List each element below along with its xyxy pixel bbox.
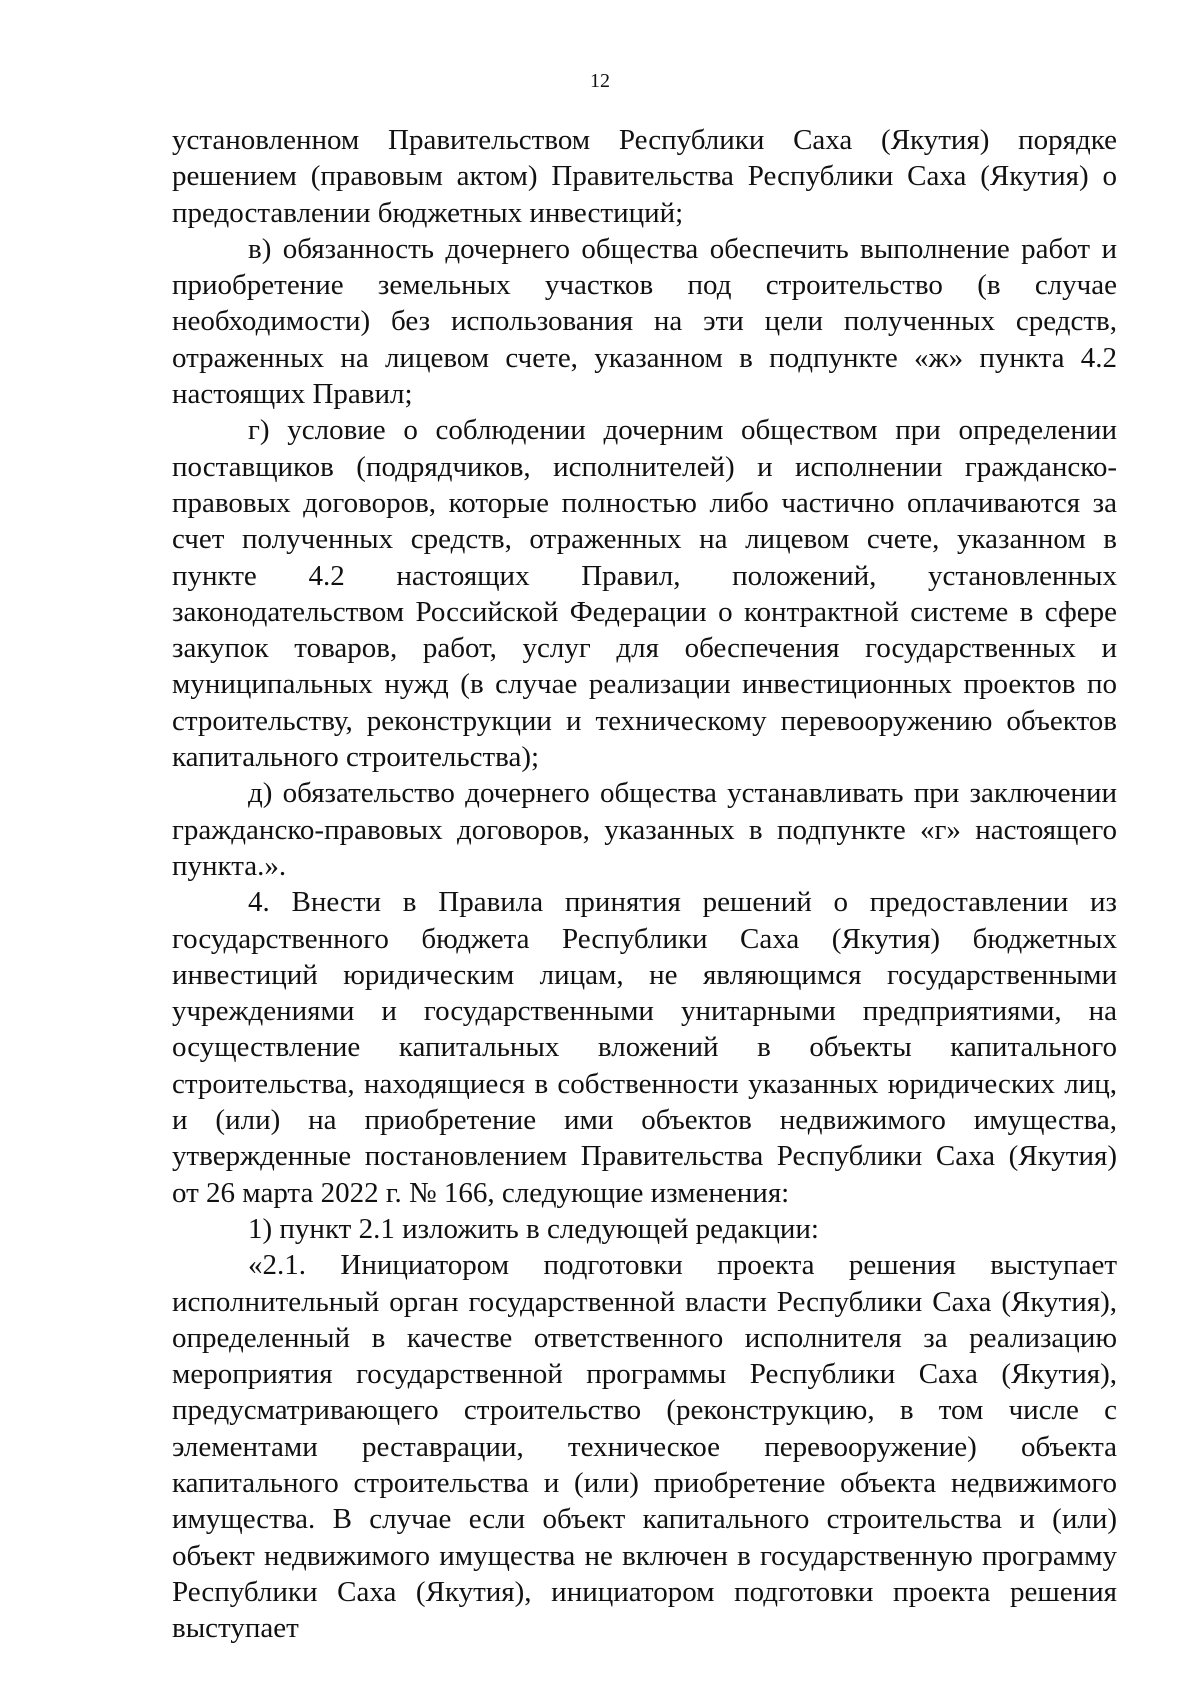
document-body (172, 122, 1117, 1646)
paragraph-point-4: 4. Внести в Правила принятия решений о предоставлении из государственного бюджета Республики Саха (Якутия) бюджетных инвестиций юридическим лицам, не являющимся государственными учреждениями и государственными унитарными предприятиями, на осуществление капитальных вложений в объекты капитального строительства, находящиеся в собственности указанных юридических лиц, и (или) на приобретение ими объектов недвижимого имущества, утвержденные постановлением Правительства Республики Саха (Якутия) от 26 марта 2022 г. № 166, следующие изменения: (172, 886, 1117, 1209)
paragraph-subpoint-1: 1) пункт 2.1 изложить в следующей редакции: (248, 1212, 819, 1245)
page-number: 12 (590, 70, 610, 92)
paragraph-item-g: г) условие о соблюдении дочерним обществом при определении поставщиков (подрядчиков, исполнителей) и исполнении гражданско-правовых договоров, которые полностью либо частично оплачиваются за счет полученных средств, отраженных на лицевом счете, указанном в пункте 4.2 настоящих Правил, положений, установленных законодательством Российской Федерации о контрактной системе в сфере закупок товаров, работ, услуг для обеспечения государственных и муниципальных нужд (в случае реализации инвестиционных проектов по строительству, реконструкции и техническому перевооружению объектов капитального строительства); (172, 414, 1117, 774)
paragraph-clause-2-1: «2.1. Инициатором подготовки проекта решения выступает исполнительный орган государственной власти Республики Саха (Якутия), определенный в качестве ответственного исполнителя за реализацию мероприятия государственной программы Республики Саха (Якутия), предусматривающего строительство (реконструкцию, в том числе с элементами реставрации, техническое перевооружение) объекта капитального строительства и (или) приобретение объекта недвижимого имущества. В случае если объект капитального строительства и (или) объект недвижимого имущества не включен в государственную программу Республики Саха (Якутия), инициатором подготовки проекта решения выступает (172, 1249, 1117, 1645)
paragraph-item-d: д) обязательство дочернего общества устанавливать при заключении гражданско-правовых договоров, указанных в подпункте «г» настоящего пункта.». (172, 777, 1117, 882)
paragraph-continuation: установленном Правительством Республики Саха (Якутия) порядке решением (правовым актом) Правительства Республики Саха (Якутия) о предоставлении бюджетных инвестиций; (172, 124, 1117, 229)
paragraph-item-v: в) обязанность дочернего общества обеспечить выполнение работ и приобретение земельных участков под строительство (в случае необходимости) без использования на эти цели полученных средств, отраженных на лицевом счете, указанном в подпункте «ж» пункта 4.2 настоящих Правил; (172, 232, 1117, 411)
